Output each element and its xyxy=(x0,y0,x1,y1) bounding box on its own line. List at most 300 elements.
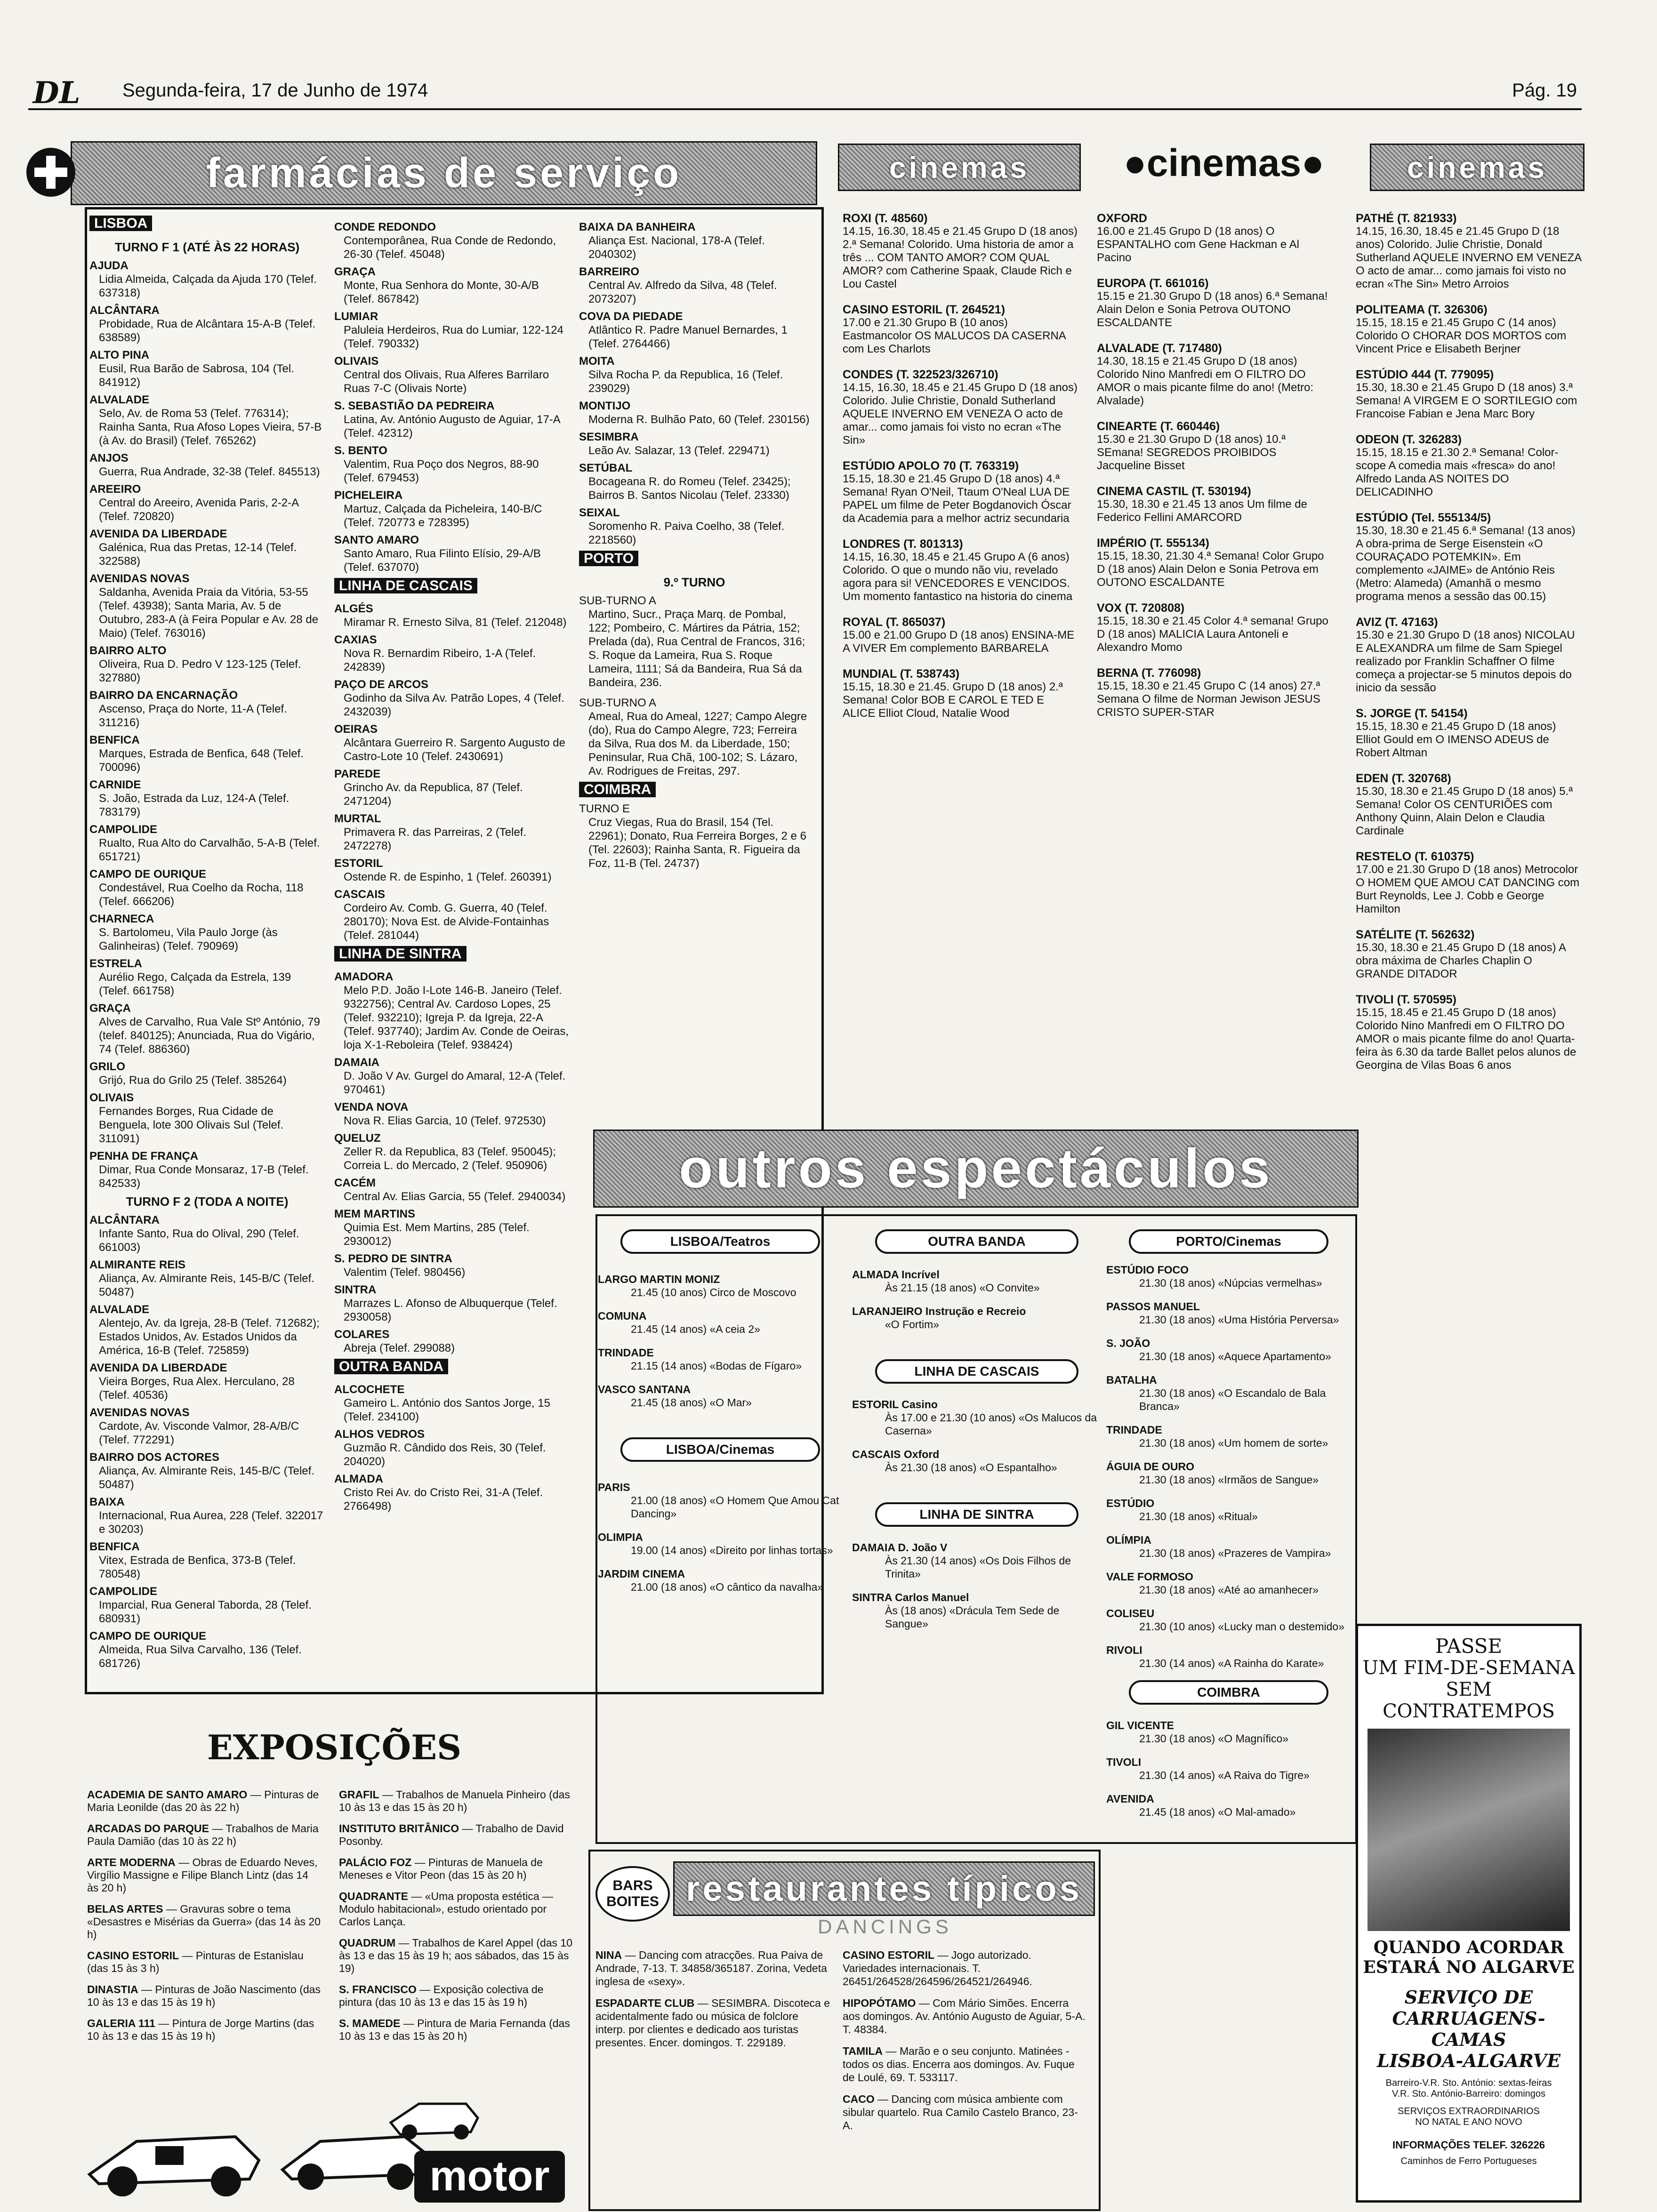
ad-line-4: QUANDO ACORDAR xyxy=(1373,1938,1564,1957)
show-listing-details: 21.45 (18 anos) «O Mar» xyxy=(631,1396,752,1409)
cinema-listing xyxy=(1097,212,1332,264)
pharmacy-entry: Aliança Est. Nacional, 178-A (Telef. 2040302) xyxy=(588,234,765,261)
district-name: CACÉM xyxy=(334,1177,376,1189)
exhibition-listing-details: — Pintura de Jorge Martins (das 10 às 13 e das 15 às 19 h) xyxy=(87,2017,314,2042)
show-listing xyxy=(598,1273,843,1299)
cinema-program: 14.15, 16.30, 18.45 e 21.45 Grupo D (18 anos) 2.ª Semana! Colorido. Uma historia de amor a três ... COM TANTO AMOR? COM QUAL AMOR? com Catherine Spaak, Claude Rich e Lou Castel xyxy=(843,225,1078,290)
cinema-listing xyxy=(1356,368,1582,421)
district-name: CARNIDE xyxy=(89,778,141,791)
show-listing-title: PARIS xyxy=(598,1481,630,1493)
district-name: AVENIDAS NOVAS xyxy=(89,572,190,585)
pharmacy-entry: Valentim (Telef. 980456) xyxy=(344,1266,466,1279)
district-name: ALGÉS xyxy=(334,602,373,615)
exhibition-listing xyxy=(87,1788,322,1814)
district-name: OLIVAIS xyxy=(334,355,379,368)
show-listing xyxy=(598,1383,843,1409)
cinema-listing xyxy=(1356,850,1582,916)
show-listing-title: CASCAIS Oxford xyxy=(852,1448,940,1460)
exhibition-listing-details: — Pinturas de Maria Leonilde (das 20 às 22 h) xyxy=(87,1788,319,1813)
exhibition-listing xyxy=(87,2017,322,2043)
exposicoes-left xyxy=(87,1788,322,2051)
pharmacy-entry: Moderna R. Bulhão Pato, 60 (Telef. 230156) xyxy=(588,413,810,426)
pharmacy-entry: Vitex, Estrada de Benfica, 373-B (Telef. 780548) xyxy=(99,1554,296,1580)
district-name: BENFICA xyxy=(89,1540,140,1553)
pharmacy-entry: Cristo Rei Av. do Cristo Rei, 31-A (Telef. 2766498) xyxy=(344,1486,543,1513)
venue-listing-details: — Marão e o seu conjunto. Matinées - todos os dias. Encerra aos domingos. Av. Fuque de Loulé, 69. T. 533117. xyxy=(843,2045,1075,2084)
col3a-list xyxy=(579,220,810,547)
exhibition-listing xyxy=(339,1937,579,1975)
co-list xyxy=(1106,1719,1351,1819)
cinema-name: LONDRES (T. 801313) xyxy=(843,537,963,551)
district-name: ALVALADE xyxy=(89,393,150,406)
restaurantes-left xyxy=(595,1948,831,2058)
show-listing xyxy=(1106,1373,1351,1413)
race-car-icon xyxy=(282,2137,428,2190)
lcinemas-list xyxy=(598,1481,843,1594)
ad-line-9: Barreiro-V.R. Sto. António: sextas-feiras xyxy=(1385,2078,1552,2088)
cinema-name: S. JORGE (T. 54154) xyxy=(1356,707,1468,720)
cinema-name: IMPÉRIO (T. 555134) xyxy=(1097,537,1209,550)
venue-listing-title: CASINO ESTORIL xyxy=(843,1949,935,1961)
show-listing xyxy=(1106,1497,1351,1523)
sintra-list xyxy=(334,970,570,1355)
exhibition-listing-details: — Trabalhos de Manuela Pinheiro (das 10 às 13 e das 15 às 20 h) xyxy=(339,1788,570,1813)
pharmacy-entry: Quimia Est. Mem Martins, 285 (Telef. 2930012) xyxy=(344,1221,530,1248)
district-name: MURTAL xyxy=(334,812,381,825)
exhibition-listing xyxy=(339,1856,579,1882)
cinema-listing xyxy=(1356,707,1582,760)
show-listing-title: BATALHA xyxy=(1106,1374,1157,1386)
bars-badge: BARS BOITES xyxy=(595,1866,670,1922)
exhibition-listing-details: — Trabalhos de Maria Paula Damião (das 10 às 22 h) xyxy=(87,1822,319,1847)
district-name: SETÚBAL xyxy=(579,462,633,474)
race-car-icon xyxy=(391,2104,478,2140)
district-name: MEM MARTINS xyxy=(334,1208,415,1220)
show-listing-title: ESTÚDIO FOCO xyxy=(1106,1264,1189,1276)
cinema-program: 17.00 e 21.30 Grupo D (18 anos) Metrocolor O HOMEM QUE AMOU CAT DANCING com Burt Reynolds, Lee J. Cobb e George Hamilton xyxy=(1356,863,1580,915)
cinema-name: PATHÉ (T. 821933) xyxy=(1356,212,1457,225)
cinema-name: CONDES (T. 322523/326710) xyxy=(843,368,998,381)
cinema-listing xyxy=(1097,277,1332,329)
district-name: ALHOS VEDROS xyxy=(334,1428,425,1441)
show-listing xyxy=(1106,1755,1351,1782)
cinema-listing xyxy=(1097,342,1332,408)
page-number: Pág. 19 xyxy=(1512,80,1577,101)
cinema-listing xyxy=(843,212,1078,291)
cinema-program: 15.30, 18.30 e 21.45 13 anos Um filme de Federico Fellini AMARCORD xyxy=(1097,498,1307,524)
district-name: CASCAIS xyxy=(334,888,386,901)
pharmacy-entry: Guzmão R. Cândido dos Reis, 30 (Telef. 204020) xyxy=(344,1442,546,1468)
venue-listing-title: TAMILA xyxy=(843,2045,883,2057)
district-name: CHARNECA xyxy=(89,913,154,925)
district-name: AVENIDA DA LIBERDADE xyxy=(89,1362,227,1374)
exhibition-listing xyxy=(339,2017,579,2043)
outros-col-3 xyxy=(1106,1224,1351,1829)
col2a-list xyxy=(334,220,570,574)
exposicoes-title: EXPOSIÇÕES xyxy=(207,1727,462,1767)
restaurantes-title: restaurantes típicos xyxy=(685,1868,1083,1909)
show-listing-title: ESTORIL Casino xyxy=(852,1398,938,1411)
ad-line-12: NO NATAL E ANO NOVO xyxy=(1415,2117,1522,2127)
cinema-listing xyxy=(1356,993,1582,1072)
show-listing-title: VALE FORMOSO xyxy=(1106,1571,1193,1583)
cinema-listing xyxy=(1356,303,1582,356)
porto-label: PORTO xyxy=(579,551,638,566)
show-listing-title: OLIMPIA xyxy=(598,1531,643,1543)
exhibition-listing-title: QUADRUM xyxy=(339,1937,396,1949)
ad-line-13: INFORMAÇÕES TELEF. 326226 xyxy=(1392,2139,1545,2151)
district-name: PAÇO DE ARCOS xyxy=(334,678,429,691)
cinema-name: ESTÚDIO (Tel. 555134/5) xyxy=(1356,511,1491,524)
farmacias-col-1 xyxy=(89,212,325,1670)
pharmacy-entry: Primavera R. das Parreiras, 2 (Telef. 2472278) xyxy=(344,826,527,852)
exhibition-listing xyxy=(339,1983,579,2009)
pharmacy-entry: Internacional, Rua Aurea, 228 (Telef. 322017 e 30203) xyxy=(99,1509,323,1536)
cinema-name: ALVALADE (T. 717480) xyxy=(1097,342,1222,355)
district-name: BARREIRO xyxy=(579,265,640,278)
cinemas-banner-left xyxy=(838,144,1081,191)
pharmacy-entry: Galénica, Rua das Pretas, 12-14 (Telef. 322588) xyxy=(99,541,297,568)
ad-line-11: SERVIÇOS EXTRAORDINARIOS xyxy=(1398,2106,1540,2116)
outros-banner xyxy=(593,1130,1359,1208)
pharmacy-entry: S. Bartolomeu, Vila Paulo Jorge (às Galinheiras) (Telef. 790969) xyxy=(99,926,278,953)
cinema-listing xyxy=(1097,420,1332,473)
outra-banda-label-2: OUTRA BANDA xyxy=(875,1229,1078,1254)
exhibition-listing-title: PALÁCIO FOZ xyxy=(339,1856,412,1868)
show-listing-title: TRINDADE xyxy=(1106,1424,1162,1436)
cinema-name: BERNA (T. 776098) xyxy=(1097,666,1201,680)
cinema-program: 17.00 e 21.30 Grupo B (10 anos) Eastmancolor OS MALUCOS DA CASERNA com Les Charlots xyxy=(843,316,1066,355)
show-listing-title: COMUNA xyxy=(598,1310,647,1322)
cinema-listing xyxy=(843,459,1078,525)
district-name: ALMIRANTE REIS xyxy=(89,1258,185,1271)
dancings-label: DANCINGS xyxy=(818,1915,952,1938)
pharmacy-entry: Zeller R. da Republica, 83 (Telef. 950045); Correia L. do Mercado, 2 (Telef. 950906) xyxy=(344,1146,556,1172)
ls-list xyxy=(852,1541,1102,1630)
pharmacy-entry: Soromenho R. Paiva Coelho, 38 (Telef. 2218560) xyxy=(588,520,785,546)
pharmacy-entry: Atlântico R. Padre Manuel Bernardes, 1 (Telef. 2764466) xyxy=(588,324,788,350)
venue-listing-details: — Dancing com atracções. Rua Paiva de Andrade, 7-13. T. 34858/365187. Zorina, Vedeta inglesa de «sexy». xyxy=(595,1949,827,1988)
show-listing-title: TIVOLI xyxy=(1106,1756,1142,1768)
pharmacy-entry: Melo P.D. João I-Lote 146-B. Janeiro (Telef. 9322756); Central Av. Cardoso Lopes, 25 (Telef. 932210); Igreja P. da Igreja, 22-A (Telef. 937740); Jardim Av. Conde de Oeiras, loja X-1-Reboleira (Telef. 938424) xyxy=(344,984,569,1051)
show-listing xyxy=(598,1531,843,1557)
show-listing xyxy=(1106,1423,1351,1450)
exhibition-listing-title: DINASTIA xyxy=(87,1983,138,1996)
cinema-program: 15.30, 18.30 e 21.45 Grupo D (18 anos) 5.ª Semana! Color OS CENTURIÕES com Anthony Quinn, Alain Delon e Claudia Cardinale xyxy=(1356,785,1573,837)
show-listing-details: Às (18 anos) «Drácula Tem Sede de Sangue» xyxy=(885,1604,1060,1630)
district-name: GRAÇA xyxy=(334,265,376,278)
show-listing-title: LARGO MARTIN MONIZ xyxy=(598,1273,720,1285)
show-listing xyxy=(598,1481,843,1520)
lisboa-cinemas-label: LISBOA/Cinemas xyxy=(620,1437,820,1462)
exhibition-listing-title: S. MAMEDE xyxy=(339,2017,401,2029)
exhibition-listing xyxy=(339,1822,579,1848)
cinema-program: 15.15 e 21.30 Grupo D (18 anos) 6.ª Semana! Alain Delon e Sonia Petrova OUTONO ESCALDANTE xyxy=(1097,290,1328,329)
newspaper-logo: DL xyxy=(33,75,80,111)
pharmacy-entry: Cordeiro Av. Comb. G. Guerra, 40 (Telef. 280170); Nova Est. de Alvide-Fontainhas (Telef. 281044) xyxy=(344,902,549,942)
pharmacy-entry: Martuz, Calçada da Picheleira, 140-B/C (Telef. 720773 e 728395) xyxy=(344,503,542,529)
venue-listing xyxy=(843,1996,1087,2036)
exhibition-listing-title: ARTE MODERNA xyxy=(87,1856,176,1868)
pharmacy-entry: Ostende R. de Espinho, 1 (Telef. 260391) xyxy=(344,871,552,883)
district-name: PENHA DE FRANÇA xyxy=(89,1150,199,1162)
cinema-name: CINEMA CASTIL (T. 530194) xyxy=(1097,485,1251,498)
district-name: PICHELEIRA xyxy=(334,489,403,502)
district-name: ALCÂNTARA xyxy=(89,1214,160,1226)
district-name: SEIXAL xyxy=(579,506,620,519)
cinema-name: AVIZ (T. 47163) xyxy=(1356,616,1438,629)
show-listing xyxy=(598,1567,843,1594)
exposicoes-right xyxy=(339,1788,579,2051)
cinema-name: SATÉLITE (T. 562632) xyxy=(1356,928,1475,941)
exhibition-listing xyxy=(87,1903,322,1941)
sleeping-person-photo xyxy=(1367,1729,1570,1931)
cinema-program: 14.15, 16.30, 18.45 e 21.45 Grupo D (18 anos) Colorido. Julie Christie, Donald Sutherland AQUELE INVERNO EM VENEZA O acto de amar... como jamais foi visto no ecran «The Sin» Metro Arroios xyxy=(1356,225,1581,290)
district-name: ALTO PINA xyxy=(89,349,150,361)
district-name: S. SEBASTIÃO DA PEDREIRA xyxy=(334,400,495,412)
district-name: S. BENTO xyxy=(334,444,387,457)
ad-line-10: V.R. Sto. António-Barreiro: domingos xyxy=(1392,2089,1546,2099)
exhibition-listing-title: INSTITUTO BRITÂNICO xyxy=(339,1822,459,1835)
pharmacy-entry: Fernandes Borges, Rua Cidade de Benguela, lote 300 Olivais Sul (Telef. 311091) xyxy=(99,1105,284,1145)
district-name: ALCOCHETE xyxy=(334,1383,405,1396)
district-name: AREEIRO xyxy=(89,483,141,496)
exhibition-listing xyxy=(87,1983,322,2009)
district-name: SESIMBRA xyxy=(579,431,639,443)
exhibition-listing-title: QUADRANTE xyxy=(339,1890,408,1902)
cinema-name: OXFORD xyxy=(1097,212,1147,225)
coimbra-cinemas-label: COIMBRA xyxy=(1129,1680,1328,1705)
cinema-listing xyxy=(843,368,1078,447)
district-name: AMADORA xyxy=(334,970,394,983)
show-listing-details: 21.30 (18 anos) «O Escandalo de Bala Branca» xyxy=(1139,1387,1326,1412)
cinema-program: 15.15, 18.30 e 21.45 Color 4.ª semana! Grupo D (18 anos) MALICIA Laura Antoneli e Alexandro Momo xyxy=(1097,615,1328,654)
exhibition-listing-details: — Obras de Eduardo Neves, Virgílio Massigne e Filipe Blanch Lintz (das 14 às 20 h) xyxy=(87,1856,318,1894)
show-listing xyxy=(1106,1460,1351,1486)
district-name: MOITA xyxy=(579,355,615,368)
show-listing-details: 21.30 (18 anos) «Prazeres de Vampira» xyxy=(1139,1547,1331,1559)
cinema-program: 15.15, 18.30 e 21.45. Grupo D (18 anos) 2.ª Semana! Color BOB E CAROL E TED E ALICE Elliot Cloud, Natalie Wood xyxy=(843,681,1063,720)
cinema-program: 14.30, 18.15 e 21.45 Grupo D (18 anos) Colorido Nino Manfredi em O FILTRO DO AMOR o mais picante filme do ano! (Metro: Alvalade) xyxy=(1097,355,1314,407)
restaurantes-banner xyxy=(673,1861,1095,1916)
district-name: COLARES xyxy=(334,1328,390,1341)
pharmacy-entry: Lidia Almeida, Calçada da Ajuda 170 (Telef. 637318) xyxy=(99,273,317,299)
cinema-name: ROYAL (T. 865037) xyxy=(843,616,946,629)
cinemas-title: ●cinemas● xyxy=(1123,142,1325,184)
cinema-program: 15.30, 18.30 e 21.45 Grupo D (18 anos) A obra máxima de Charles Chaplin O GRANDE DITADOR xyxy=(1356,941,1566,980)
restaurantes-right xyxy=(843,1948,1087,2140)
show-listing-details: 21.30 (18 anos) «Ritual» xyxy=(1139,1510,1258,1523)
cinemas-col-3 xyxy=(1356,212,1582,1084)
cinema-program: 15.15, 18.30 e 21.45 Grupo D (18 anos) Elliot Gould em O IMENSO ADEUS de Robert Altman xyxy=(1356,720,1556,759)
lisboa-label: LISBOA xyxy=(89,216,152,231)
district-name: DAMAIA xyxy=(334,1056,379,1069)
district-name: GRAÇA xyxy=(89,1002,131,1015)
show-listing xyxy=(852,1268,1102,1294)
issue-date: Segunda-feira, 17 de Junho de 1974 xyxy=(122,80,428,101)
district-name: BAIRRO DA ENCARNAÇÃO xyxy=(89,689,238,702)
show-listing-title: GIL VICENTE xyxy=(1106,1719,1174,1731)
pharmacy-entry: Central Av. Elias Garcia, 55 (Telef. 2940034) xyxy=(344,1190,566,1203)
exhibition-listing-details: — Trabalho de David Posonby. xyxy=(339,1822,564,1847)
ad-line-5: ESTARÁ NO ALGARVE xyxy=(1363,1957,1575,1977)
exhibition-listing-title: ARCADAS DO PARQUE xyxy=(87,1822,209,1835)
district-name: BENFICA xyxy=(89,734,140,746)
teatros-list xyxy=(598,1273,843,1409)
pharmacy-entry: Aliança, Av. Almirante Reis, 145-B/C (Telef. 50487) xyxy=(99,1272,314,1298)
pharmacy-entry: Grijó, Rua do Grilo 25 (Telef. 385264) xyxy=(99,1074,287,1087)
show-listing-details: 21.45 (10 anos) Circo de Moscovo xyxy=(631,1286,796,1298)
lisboa-teatros-label: LISBOA/Teatros xyxy=(620,1229,820,1254)
coimbra-farmacias: Cruz Viegas, Rua do Brasil, 154 (Tel. 22961); Donato, Rua Ferreira Borges, 2 e 6 (Tel. 22603); Rainha Santa, R. Figueira da Foz, 11-B (Tel. 24737) xyxy=(588,816,806,870)
show-listing-details: Às 21.30 (18 anos) «O Espantalho» xyxy=(885,1461,1057,1474)
show-listing-title: OLÍMPIA xyxy=(1106,1534,1151,1546)
district-name: LUMIAR xyxy=(334,310,378,323)
exhibition-listing-title: ACADEMIA DE SANTO AMARO xyxy=(87,1788,248,1801)
district-name: QUELUZ xyxy=(334,1132,381,1145)
cinema-listing xyxy=(1097,666,1332,719)
show-listing xyxy=(1106,1337,1351,1363)
ad-line-6: SERVIÇO DE xyxy=(1404,1987,1533,2008)
cinema-program: 15.30 e 21.30 Grupo D (18 anos) 10.ª SEmana! SEGREDOS PROIBIDOS Jacqueline Bisset xyxy=(1097,433,1286,472)
pharmacy-entry: S. João, Estrada da Luz, 124-A (Telef. 783179) xyxy=(99,792,290,818)
exhibition-listing-title: BELAS ARTES xyxy=(87,1903,163,1915)
show-listing-title: ÁGUIA DE OURO xyxy=(1106,1460,1194,1473)
district-name: OEIRAS xyxy=(334,723,378,736)
motor-label: motor xyxy=(414,2151,565,2203)
venue-listing-details: — Com Mário Simões. Encerra aos domingos. Av. António Augusto de Aguiar, 5-A. T. 48384. xyxy=(843,1997,1086,2036)
district-name: CAMPO DE OURIQUE xyxy=(89,868,207,881)
cascais-label: LINHA DE CASCAIS xyxy=(334,578,477,593)
show-listing xyxy=(1106,1263,1351,1290)
pharmacy-entry: Saldanha, Avenida Praia da Vitória, 53-55 (Telef. 43938); Santa Maria, Av. 5 de Outubro, 283-A (à Feira Popular e Av. 28 de Maio) (Telef. 763016) xyxy=(99,586,319,640)
outros-col-2 xyxy=(852,1224,1102,1641)
pharmacy-entry: Marques, Estrada de Benfica, 648 (Telef. 700096) xyxy=(99,747,304,774)
venue-listing-title: ESPADARTE CLUB xyxy=(595,1997,695,2009)
pharmacy-entry: Central Av. Alfredo da Silva, 48 (Telef. 2073207) xyxy=(588,279,777,305)
pharmacy-entry: Latina, Av. António Augusto de Aguiar, 17-A (Telef. 42312) xyxy=(344,413,560,440)
pc-list xyxy=(1106,1263,1351,1670)
show-listing xyxy=(852,1398,1102,1437)
pharmacy-entry: Miramar R. Ernesto Silva, 81 (Telef. 212048) xyxy=(344,616,567,629)
district-name: ALMADA xyxy=(334,1473,383,1485)
show-listing-title: COLISEU xyxy=(1106,1607,1155,1619)
district-name: AJUDA xyxy=(89,259,129,272)
ad-line-1: PASSE xyxy=(1435,1635,1503,1658)
show-listing-title: AVENIDA xyxy=(1106,1793,1154,1805)
show-listing-title: S. JOÃO xyxy=(1106,1337,1150,1349)
show-listing-details: 21.30 (18 anos) «Um homem de sorte» xyxy=(1139,1437,1328,1449)
pharmacy-entry: Abreja (Telef. 299088) xyxy=(344,1342,455,1354)
farmacias-banner xyxy=(71,141,817,205)
pharmacy-entry: Infante Santo, Rua do Olival, 290 (Telef. 661003) xyxy=(99,1227,299,1254)
show-listing-details: 21.30 (14 anos) «A Rainha do Karate» xyxy=(1139,1657,1324,1669)
show-listing-details: Às 17.00 e 21.30 (10 anos) «Os Malucos da Caserna» xyxy=(885,1411,1097,1437)
exhibition-listing-details: — Pintura de Maria Fernanda (das 10 às 13 e das 15 às 20 h) xyxy=(339,2017,570,2042)
pharmacy-entry: Aurélio Rego, Calçada da Estrela, 139 (Telef. 661758) xyxy=(99,971,291,997)
cinema-program: 15.15, 18.15 e 21.45 Grupo C (14 anos) Colorido O CHORAR DOS MORTOS com Vincent Price e Elisabeth Berjner xyxy=(1356,316,1567,355)
cinema-listing xyxy=(843,616,1078,655)
cinema-listing xyxy=(843,667,1078,720)
pharmacy-entry: Condestável, Rua Coelho da Rocha, 118 (Telef. 666206) xyxy=(99,882,304,908)
district-name: SANTO AMARO xyxy=(334,534,419,546)
exhibition-listing xyxy=(339,1788,579,1814)
coimbra-label: COIMBRA xyxy=(579,782,656,797)
district-name: ALCÂNTARA xyxy=(89,304,160,317)
cinema-program: 16.00 e 21.45 Grupo D (18 anos) O ESPANTALHO com Gene Hackman e Al Pacino xyxy=(1097,225,1299,264)
exhibition-listing-details: — Pinturas de Estanislau (das 15 às 3 h) xyxy=(87,1949,304,1974)
cinema-name: CASINO ESTORIL (T. 264521) xyxy=(843,303,1005,316)
ad-line-3: SEM CONTRATEMPOS xyxy=(1383,1679,1555,1722)
district-name: ESTORIL xyxy=(334,857,383,870)
cinema-listing xyxy=(1356,212,1582,291)
lisboa1-list xyxy=(89,259,325,1190)
pharmacy-entry: Nova R. Elias Garcia, 10 (Telef. 972530) xyxy=(344,1114,546,1127)
venue-listing-title: NINA xyxy=(595,1949,622,1961)
district-name: COVA DA PIEDADE xyxy=(579,310,683,323)
porto-turno: 9.º TURNO xyxy=(663,575,725,589)
district-name: CONDE REDONDO xyxy=(334,221,436,233)
show-listing-details: 21.30 (18 anos) «Até ao amanhecer» xyxy=(1139,1584,1319,1596)
cinema-program: 14.15, 16.30, 18.45 e 21.45 Grupo D (18 anos) Colorido. Julie Christie, Donald Sutherland AQUELE INVERNO EM VENEZA O acto de amar... como jamais foi visto no ecran «The Sin» xyxy=(843,381,1078,447)
porto-cinemas-label: PORTO/Cinemas xyxy=(1129,1229,1328,1254)
cinema-program: 15.15, 18.45 e 21.45 Grupo D (18 anos) Colorido Nino Manfredi em O FILTRO DO AMOR o mais picante filme do ano! Quarta-feira às 6.30 da tarde Ballet pelos alunos de Georgina de Vilas Boas 6 anos xyxy=(1356,1006,1577,1072)
pharmacy-entry: Alentejo, Av. da Igreja, 28-B (Telef. 712682); Estados Unidos, Av. Estados Unidos da América, 16-B (Telef. 725859) xyxy=(99,1317,320,1357)
cinema-listing xyxy=(1356,928,1582,981)
sintra-label: LINHA DE SINTRA xyxy=(334,946,467,962)
district-name: CAXIAS xyxy=(334,633,377,646)
cascais-list xyxy=(334,602,570,942)
cinema-listing xyxy=(1356,433,1582,499)
show-listing xyxy=(598,1309,843,1336)
cinema-program: 15.30 e 21.30 Grupo D (18 anos) NICOLAU E ALEXANDRA um filme de Sam Spiegel realizado por Franklin Schaffner O filme começa a projectar-se 5 minutos depois do inicio da sessão xyxy=(1356,629,1575,694)
district-name: S. PEDRO DE SINTRA xyxy=(334,1252,452,1265)
venue-listing-title: CACO xyxy=(843,2093,875,2105)
cinema-name: ESTÚDIO APOLO 70 (T. 763319) xyxy=(843,459,1019,473)
district-name: GRILO xyxy=(89,1060,125,1073)
venue-listing-title: HIPOPÓTAMO xyxy=(843,1997,916,2009)
venue-listing-details: — Dancing com música ambiente com sibular quartelo. Rua Camilo Castelo Branco, 23-A. xyxy=(843,2093,1078,2132)
pharmacy-entry: Valentim, Rua Poço dos Negros, 88-90 (Telef. 679453) xyxy=(344,458,539,484)
cinema-program: 15.15, 18.30 e 21.45 Grupo C (14 anos) 27.ª Semana O filme de Norman Jewison JESUS CRISTO SUPER-STAR xyxy=(1097,680,1320,719)
outra-list xyxy=(334,1383,570,1513)
venue-listing xyxy=(843,1948,1087,1988)
race-car-icon xyxy=(89,2137,259,2196)
cinema-program: 15.15, 18.30, 21.30 4.ª Semana! Color Grupo D (18 anos) Alain Delon e Sonia Petrova em OUTONO ESCALDANTE xyxy=(1097,550,1324,589)
exhibition-listing-title: CASINO ESTORIL xyxy=(87,1949,179,1962)
exhibition-listing-details: — Gravuras sobre o tema «Desastres e Misérias da Guerra» (das 14 às 20 h) xyxy=(87,1903,321,1940)
ad-line-14: Caminhos de Ferro Portugueses xyxy=(1400,2156,1537,2166)
cinemas-col-2 xyxy=(1097,212,1332,731)
cinema-name: ODEON (T. 326283) xyxy=(1356,433,1462,446)
pharmacy-entry: Alves de Carvalho, Rua Vale Stº António, 79 (telef. 840125); Anunciada, Rua do Vigário, 74 (Telef. 886360) xyxy=(99,1016,320,1056)
pharmacy-entry: Bocageana R. do Romeu (Telef. 23425); Bairros B. Santos Nicolau (Telef. 23330) xyxy=(588,475,791,502)
show-listing xyxy=(852,1541,1102,1580)
venue-listing xyxy=(843,2044,1087,2084)
cinema-name: VOX (T. 720808) xyxy=(1097,601,1185,615)
exhibition-listing xyxy=(87,1856,322,1894)
show-listing-details: 21.30 (18 anos) «Núpcias vermelhas» xyxy=(1139,1277,1322,1289)
exhibition-listing-title: GRAFIL xyxy=(339,1788,379,1801)
venue-listing xyxy=(595,1996,831,2049)
pharmacy-entry: Vieira Borges, Rua Alex. Herculano, 28 (Telef. 40536) xyxy=(99,1375,295,1402)
show-listing xyxy=(1106,1570,1351,1596)
pharmacy-entry: Dimar, Rua Conde Monsaraz, 17-B (Telef. 842533) xyxy=(99,1163,309,1190)
show-listing xyxy=(852,1448,1102,1474)
show-listing-details: 21.45 (14 anos) «A ceia 2» xyxy=(631,1323,760,1335)
pharmacy-entry: Guerra, Rua Andrade, 32-38 (Telef. 845513) xyxy=(99,465,320,478)
venue-listing-details: — SESIMBRA. Discoteca e acidentalmente fado ou música de folclore interp. por clientes e dedicado aos turistas presentes. Encer. domingos. T. 229189. xyxy=(595,1997,830,2049)
